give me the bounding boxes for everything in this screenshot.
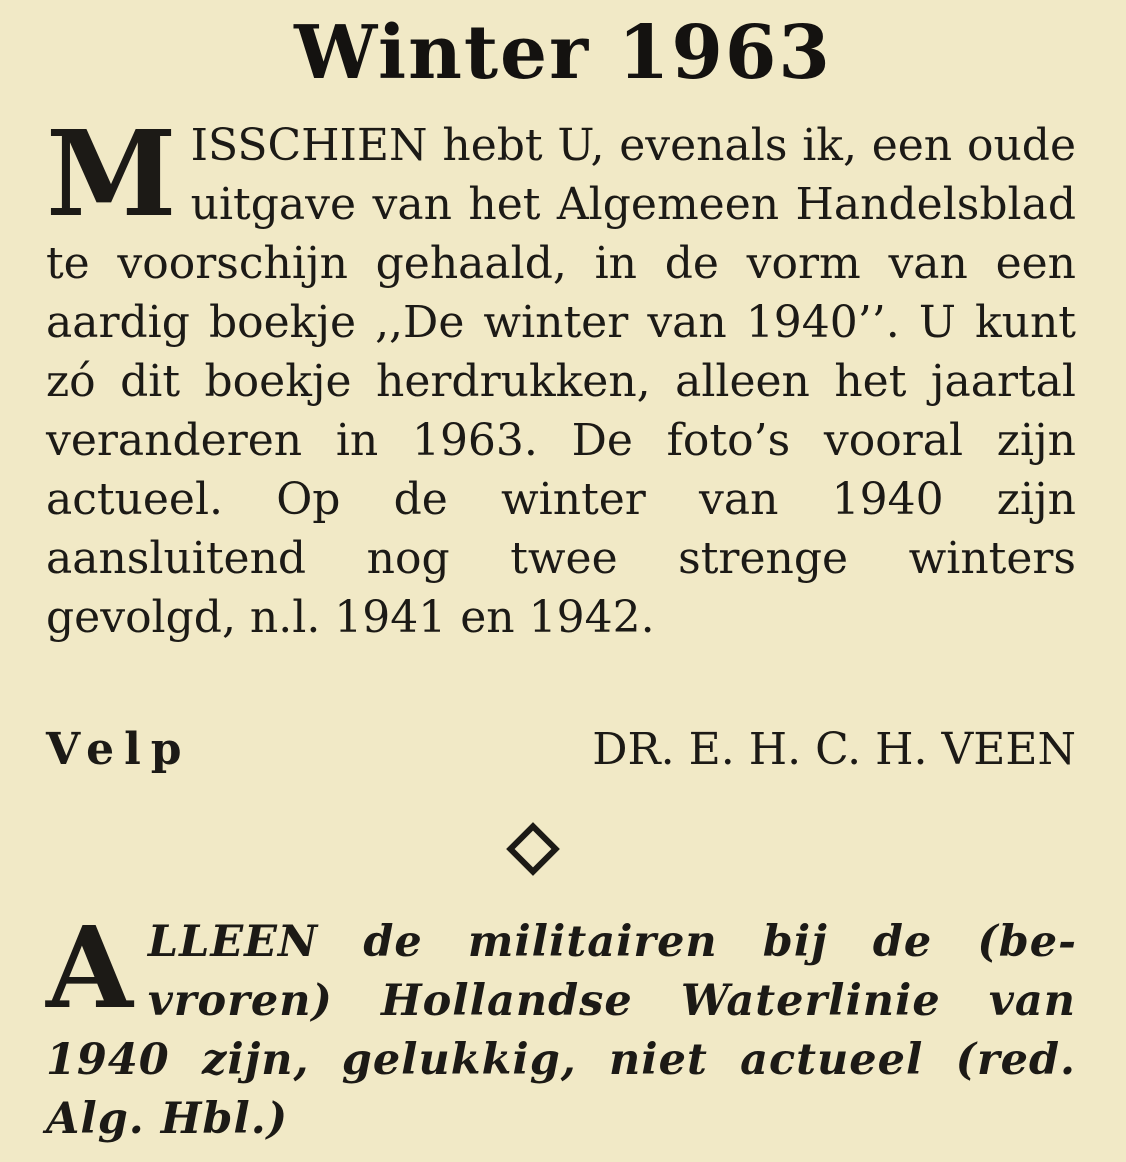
editor-reply-paragraph xyxy=(46,903,1076,1149)
diamond-ornament-icon xyxy=(506,822,560,876)
letter-dropcap: M xyxy=(46,104,177,243)
reply-body: LLEEN de militairen bij de (bevroren) Hollandse Waterlinie van 1940 zijn, gelukkig, niet actueel (red. Alg. Hbl.) xyxy=(46,917,1076,1144)
signature-place: Velp xyxy=(46,724,192,775)
letter-paragraph xyxy=(46,104,1076,647)
signature-line xyxy=(46,718,1076,782)
signature-author: DR. E. H. C. H. VEEN xyxy=(592,724,1076,775)
letter-body: ISSCHIEN hebt U, evenals ik, een oude uitgave van het Algemeen Handelsblad te voorschijn gehaald, in de vorm van een aardig boekje ,,De winter van 1940’’. U kunt zó dit boekje herdrukken, alleen het jaartal veranderen in 1963. De foto’s vooral zijn actueel. Op de winter van 1940 zijn aansluitend nog twee strenge winters gevolgd, n.l. 1941 en 1942. xyxy=(46,120,1076,643)
article-title: Winter 1963 xyxy=(294,10,832,96)
reply-dropcap: A xyxy=(46,903,134,1034)
